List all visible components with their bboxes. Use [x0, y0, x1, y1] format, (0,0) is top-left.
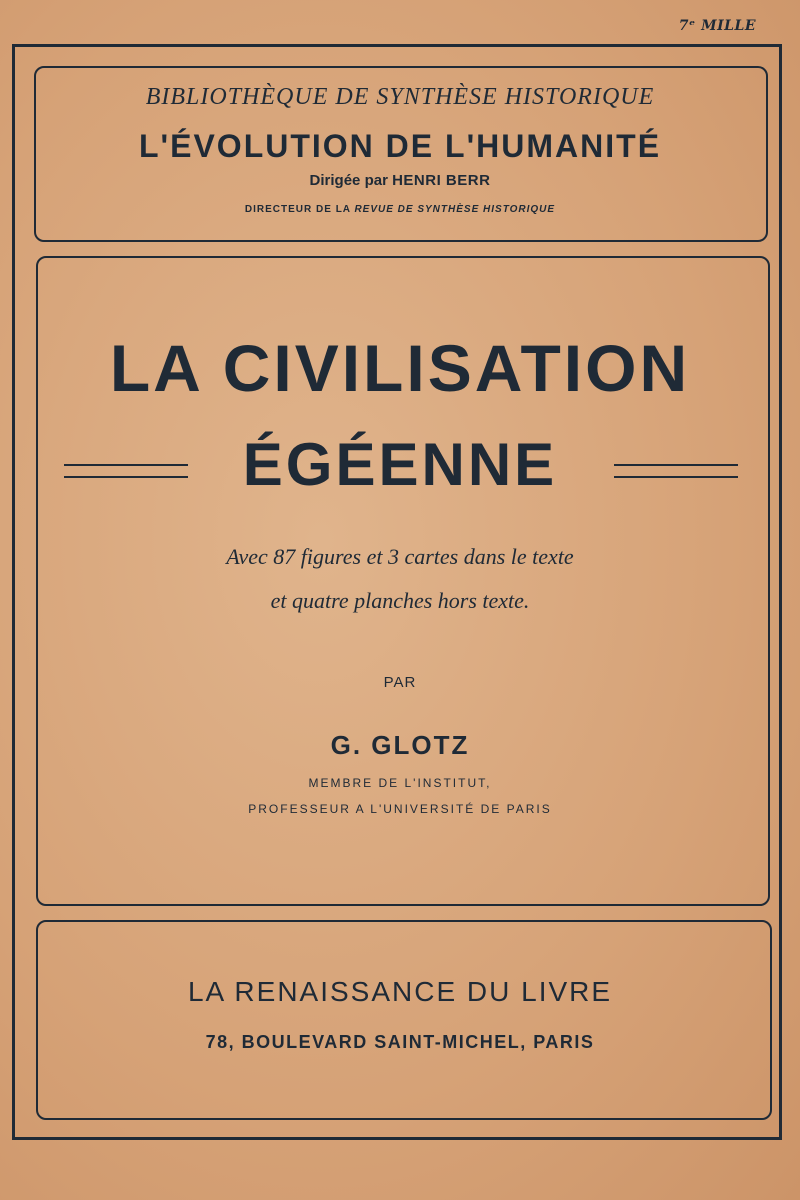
director-line [0, 172, 800, 189]
book-title-line1: LA CIVILISATION [109, 331, 691, 405]
author-name: G. GLOTZ [330, 730, 470, 760]
author-credential-2: PROFESSEUR A L'UNIVERSITÉ DE PARIS [248, 802, 552, 816]
author-credential-1: MEMBRE DE L'INSTITUT, [308, 776, 492, 790]
director-name: HENRI BERR [392, 172, 491, 189]
by-label: PAR [383, 674, 417, 691]
decorative-rule-right [614, 458, 738, 484]
printing-mark: 7ᵉ MILLE [678, 18, 756, 34]
book-title-line2: ÉGÉENNE [242, 431, 558, 498]
directed-by-label: Dirigée par [309, 172, 388, 189]
director-title [0, 204, 800, 215]
director-title-prefix: DIRECTEUR DE LA [244, 204, 351, 215]
publisher-address: 78, BOULEVARD SAINT-MICHEL, PARIS [205, 1032, 595, 1052]
series-collection: L'ÉVOLUTION DE L'HUMANITÉ [138, 128, 662, 164]
series-library: BIBLIOTHÈQUE DE SYNTHÈSE HISTORIQUE [145, 84, 655, 110]
subtitle-line1: Avec 87 figures et 3 cartes dans le texte [226, 544, 574, 569]
publisher-name: LA RENAISSANCE DU LIVRE [187, 976, 613, 1007]
journal-name: REVUE DE SYNTHÈSE HISTORIQUE [354, 204, 556, 215]
subtitle-line2: et quatre planches hors texte. [270, 588, 530, 613]
publisher-box [36, 920, 772, 1120]
